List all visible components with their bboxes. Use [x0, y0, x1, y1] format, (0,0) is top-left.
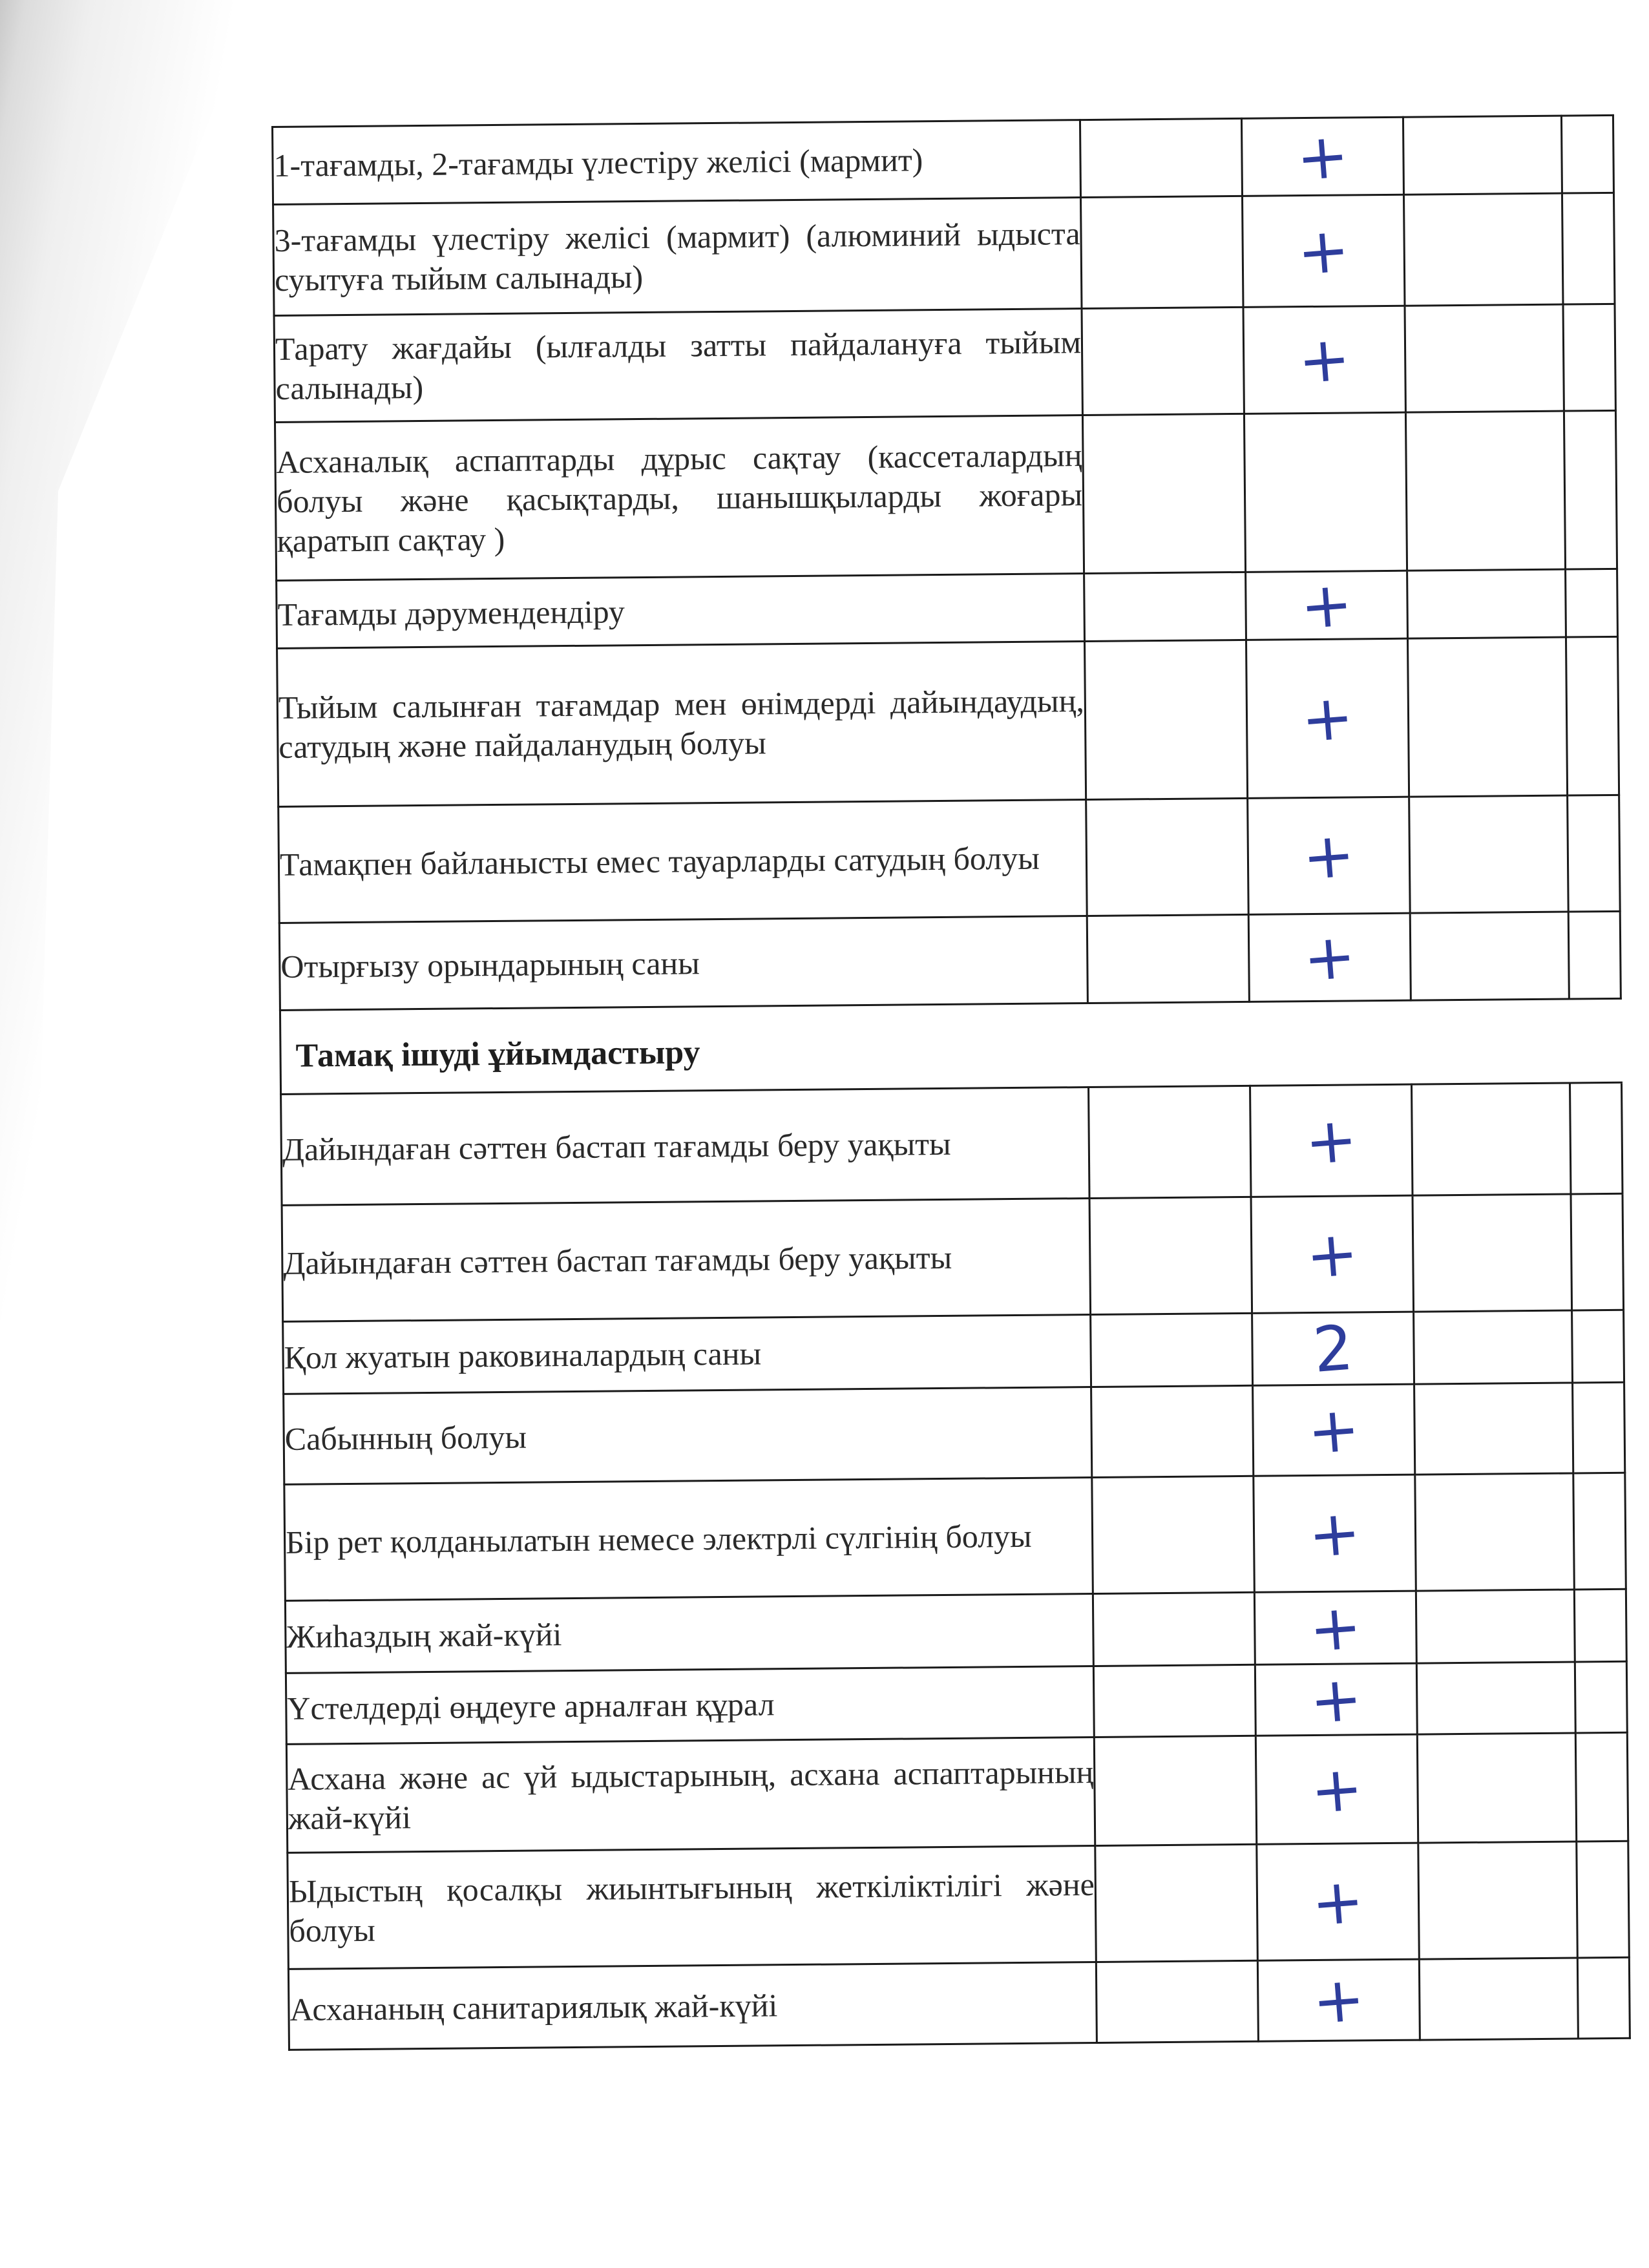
handwritten-mark: +: [1254, 1475, 1416, 1592]
blank-cell: [1403, 193, 1562, 306]
table-row: [285, 1589, 1626, 1673]
criterion-label: Тыйым салынған тағамдар мен өнімдерді дайындаудың, сатудың және пайдаланудың болуы: [277, 642, 1086, 807]
blank-cell: [1417, 1733, 1576, 1843]
criterion-label: Үстелдерді өңдеуге арналған құрал: [286, 1666, 1094, 1744]
section-title: Тамақ ішуді ұйымдастыру: [280, 999, 1570, 1094]
blank-cell: [1092, 1476, 1255, 1593]
handwritten-mark: +: [1243, 194, 1405, 307]
table-row: [277, 569, 1618, 648]
table-row: [284, 1473, 1626, 1601]
blank-cell: [1414, 1383, 1573, 1475]
handwritten-mark: +: [1255, 1734, 1418, 1844]
inspection-checklist-page: [271, 114, 1629, 2051]
table-row: [275, 410, 1617, 580]
blank-cell: [1577, 1841, 1630, 1958]
blank-cell: [1091, 1385, 1254, 1477]
blank-cell: [1087, 914, 1249, 1003]
blank-cell: [1089, 1197, 1252, 1314]
blank-cell: [1412, 1083, 1571, 1195]
blank-cell: [1416, 1662, 1575, 1734]
table-row: [284, 1382, 1625, 1484]
criterion-label: 3-тағамды үлестіру желісі (мармит) (алюминий ыдыста суытуға тыйым салынады): [273, 198, 1082, 316]
blank-cell: [1084, 572, 1246, 641]
criterion-label: Ыдыстың қосалқы жиынтығының жеткіліктілігі және болуы: [288, 1845, 1097, 1969]
table-row: [281, 1082, 1623, 1205]
blank-cell: [1405, 304, 1564, 412]
handwritten-mark: +: [1246, 571, 1408, 640]
blank-cell: [1096, 1960, 1258, 2042]
blank-cell: [1080, 118, 1242, 197]
blank-cell: [1403, 116, 1562, 194]
handwritten-mark: +: [1250, 1084, 1413, 1197]
blank-cell: [1093, 1592, 1255, 1666]
criterion-label: Дайындаған сәттен бастап тағамды беру уақыты: [282, 1199, 1091, 1322]
blank-cell: [1418, 1842, 1578, 1959]
blank-cell: [1407, 569, 1566, 638]
criterion-label: 1-тағамды, 2-тағамды үлестіру желісі (мармит): [273, 120, 1081, 205]
blank-cell: [1415, 1473, 1575, 1591]
handwritten-mark: +: [1251, 1195, 1414, 1313]
criterion-label: Қол жуатын раковиналардың саны: [283, 1315, 1091, 1394]
criterion-label: Асхана және ас үй ыдыстарының, асхана аспаптарының жай-күйі: [286, 1737, 1095, 1853]
criterion-label: Тарату жағдайы (ылғалды затты пайдалануға тыйым салынады): [274, 309, 1082, 423]
blank-cell: [1574, 1589, 1626, 1662]
blank-cell: [1405, 411, 1565, 571]
criterion-label: Бір рет қолданылатын немесе электрлі сүлгінің болуы: [284, 1477, 1093, 1601]
section-header-row: [280, 998, 1621, 1094]
criterion-label: Сабынның болуы: [284, 1387, 1092, 1485]
handwritten-mark: +: [1241, 117, 1403, 196]
blank-cell: [1569, 998, 1621, 1083]
table-row: [286, 1732, 1628, 1853]
blank-cell: [1568, 911, 1621, 999]
blank-cell: [1419, 1958, 1578, 2040]
blank-cell: [1089, 1086, 1251, 1198]
blank-cell: [1563, 304, 1615, 411]
blank-cell: [1414, 1310, 1573, 1384]
criterion-label: Тағамды дәрумендендіру: [277, 574, 1085, 649]
blank-cell: [1566, 569, 1618, 637]
table-row: [283, 1310, 1624, 1394]
blank-cell: [1561, 115, 1613, 193]
blank-cell: [1564, 410, 1617, 569]
blank-cell: [1566, 636, 1619, 795]
handwritten-mark: +: [1257, 1959, 1420, 2041]
blank-cell: [1091, 1313, 1253, 1387]
table-row: [282, 1193, 1623, 1321]
scan-shadow-edge: [0, 0, 271, 2268]
criterion-label: Асханалық аспаптарды дұрыс сақтау (кассеталардың болуы және қасықтарды, шанышқыларды жоғары қаратып сақтау ): [275, 415, 1084, 581]
checklist-table: [271, 114, 1631, 2051]
blank-cell: [1571, 1193, 1624, 1310]
table-row: [279, 911, 1621, 1010]
blank-cell: [1568, 795, 1621, 912]
blank-cell: [1562, 193, 1614, 304]
handwritten-mark: +: [1254, 1591, 1416, 1664]
table-row: [288, 1841, 1629, 1969]
criterion-label: Асхананың санитариялық жай-күйі: [288, 1962, 1097, 2050]
criterion-label: Тамақпен байланысты емес тауарларды сатудың болуы: [278, 800, 1087, 923]
handwritten-mark: +: [1255, 1663, 1417, 1736]
handwritten-mark: +: [1257, 1843, 1420, 1960]
blank-cell: [1081, 196, 1243, 308]
blank-cell: [1573, 1473, 1626, 1590]
blank-cell: [1082, 414, 1245, 573]
handwritten-mark: 2: [1252, 1312, 1414, 1385]
blank-cell: [1416, 1590, 1575, 1663]
table-row: [273, 193, 1615, 315]
table-row: [288, 1957, 1630, 2050]
blank-cell: [1575, 1661, 1627, 1733]
blank-cell: [1093, 1664, 1255, 1737]
blank-cell: [1410, 912, 1569, 1000]
handwritten-mark: +: [1248, 797, 1411, 914]
handwritten-mark: [1244, 412, 1407, 572]
blank-cell: [1086, 798, 1249, 916]
handwritten-mark: +: [1243, 306, 1405, 414]
handwritten-mark: +: [1248, 913, 1411, 1002]
blank-cell: [1573, 1382, 1625, 1473]
blank-cell: [1082, 307, 1244, 415]
criterion-label: Жиһаздың жай-күйі: [285, 1593, 1093, 1673]
blank-cell: [1094, 1736, 1256, 1845]
blank-cell: [1575, 1732, 1628, 1842]
blank-cell: [1095, 1844, 1258, 1962]
blank-cell: [1409, 795, 1569, 913]
blank-cell: [1577, 1957, 1630, 2039]
table-row: [277, 636, 1619, 806]
criterion-label: Дайындаған сәттен бастап тағамды беру уақыты: [281, 1087, 1089, 1206]
table-row: [278, 795, 1620, 923]
blank-cell: [1407, 637, 1567, 797]
handwritten-mark: +: [1246, 638, 1409, 798]
blank-cell: [1085, 640, 1248, 799]
blank-cell: [1570, 1082, 1623, 1194]
handwritten-mark: +: [1253, 1384, 1415, 1476]
blank-cell: [1413, 1194, 1572, 1312]
table-row: [273, 115, 1614, 204]
blank-cell: [1572, 1310, 1624, 1383]
criterion-label: Отырғызу орындарының саны: [279, 916, 1087, 1011]
table-row: [274, 304, 1615, 422]
table-row: [286, 1661, 1627, 1744]
